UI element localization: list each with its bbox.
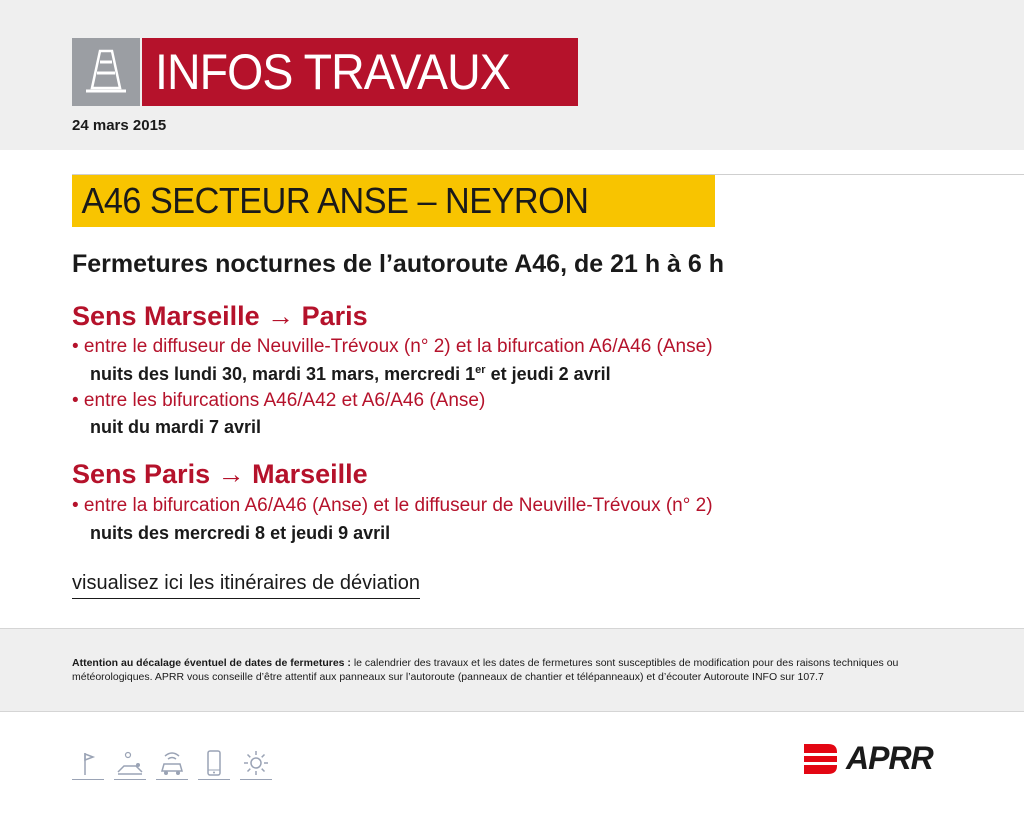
closure-subtitle: Fermetures nocturnes de l’autoroute A46, de 21 h à 6 h: [72, 250, 725, 278]
section-banner: [72, 175, 715, 227]
notice-body: le calendrier des travaux et les dates de fermetures sont susceptibles de modification pour des raisons techniques ou météorologiques. APRR vous conseille d’être attentif aux panneaux sur l’autoroute (panneaux de chantier et télépanneaux) et d’écouter Autoroute INFO sur 107.7: [72, 657, 899, 683]
aprr-logo-mark: [804, 741, 840, 777]
page-title: INFOS TRAVAUX: [155, 44, 510, 100]
detour-routes-link[interactable]: visualisez ici les itinéraires de déviation: [72, 572, 420, 599]
car-signal-icon: [156, 745, 188, 780]
closure-dates: [90, 364, 611, 385]
closure-dates-text: nuits des lundi 30, mardi 31 mars, mercredi 1: [90, 364, 476, 384]
footer-icon-row: [72, 745, 272, 779]
sun-lounger-icon: [114, 745, 146, 780]
notice-band: [0, 628, 1024, 712]
closure-segment: • entre le diffuseur de Neuville-Trévoux (n° 2) et la bifurcation A6/A46 (Anse): [72, 336, 713, 357]
direction-heading-marseille-paris: Sens Marseille → Paris: [72, 301, 368, 331]
closure-dates-sup: er: [475, 364, 486, 376]
notice-text: [72, 656, 962, 684]
traffic-cone-icon: [72, 38, 140, 106]
closure-dates: nuit du mardi 7 avril: [90, 417, 262, 437]
aprr-logo[interactable]: [804, 740, 933, 777]
page-title-banner: [142, 38, 578, 106]
aprr-logo-text: APRR: [846, 740, 933, 776]
flag-icon: [72, 745, 104, 780]
notice-bold: Attention au décalage éventuel de dates de fermetures :: [72, 657, 351, 669]
closure-segment: • entre la bifurcation A6/A46 (Anse) et le diffuseur de Neuville-Trévoux (n° 2): [72, 495, 713, 516]
closure-dates-text: et jeudi 2 avril: [485, 364, 611, 384]
sun-icon: [240, 745, 272, 780]
direction-heading-paris-marseille: Sens Paris → Marseille: [72, 459, 368, 489]
section-title: A46 SECTEUR ANSE – NEYRON: [81, 180, 589, 221]
closure-dates: nuits des mercredi 8 et jeudi 9 avril: [90, 523, 391, 543]
closure-segment: • entre les bifurcations A46/A42 et A6/A46 (Anse): [72, 390, 486, 411]
mobile-phone-icon: [198, 745, 230, 780]
publication-date: 24 mars 2015: [72, 117, 167, 134]
